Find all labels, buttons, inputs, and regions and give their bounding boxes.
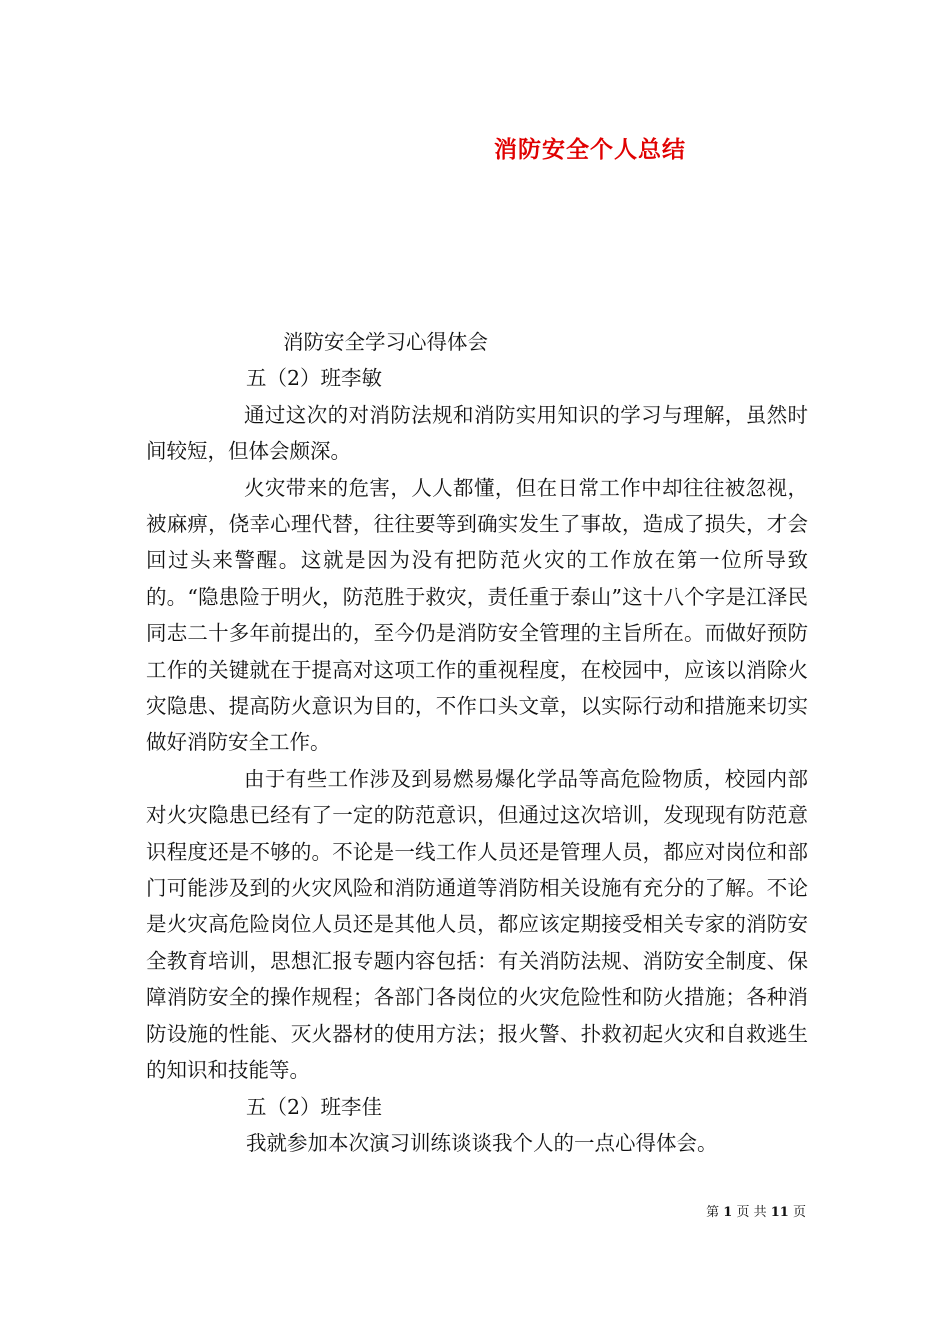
footer-total-pages: 11 (770, 1205, 789, 1220)
page-footer (0, 1204, 806, 1222)
footer-page-number: 1 (723, 1205, 733, 1220)
footer-prefix: 第 (706, 1205, 720, 1220)
document-body (146, 324, 808, 1161)
subtitle: 消防安全学习心得体会 (283, 330, 488, 354)
footer-suffix: 页 (792, 1205, 806, 1220)
document-title: 消防安全个人总结 (494, 136, 686, 163)
closing-line: 我就参加本次演习训练谈谈我个人的一点心得体会。 (246, 1130, 718, 1155)
paragraph-2: 火灾带来的危害，人人都懂，但在日常工作中却往往被忽视，被麻痹，侥幸心理代替，往往要等到确实发生了事故，造成了损失，才会回过头来警醒。这就是因为没有把防范火灾的工作放在第一位所导致的。“隐患险于明火，防范胜于救灾，责任重于泰山”这十八个字是江泽民同志二十多年前提出的，至今仍是消防安全管理的主旨所在。而做好预防工作的关键就在于提高对这项工作的重视程度，在校园中，应该以消除火灾隐患、提高防火意识为目的，不作口头文章，以实际行动和措施来切实做好消防安全工作。 (146, 475, 808, 755)
author-line-1: 五（2）班李敏 (246, 366, 383, 391)
paragraph-1: 通过这次的对消防法规和消防实用知识的学习与理解，虽然时间较短，但体会颇深。 (146, 402, 808, 464)
paragraph-3: 由于有些工作涉及到易燃易爆化学品等高危险物质，校园内部对火灾隐患已经有了一定的防范意识，但通过这次培训，发现现有防范意识程度还是不够的。不论是一线工作人员还是管理人员，都应对岗位和部门可能涉及到的火灾风险和消防通道等消防相关设施有充分的了解。不论是火灾高危险岗位人员还是其他人员，都应该定期接受相关专家的消防安全教育培训，思想汇报专题内容包括：有关消防法规、消防安全制度、保障消防安全的操作规程；各部门各岗位的火灾危险性和防火措施；各种消防设施的性能、灭火器材的使用方法；报火警、扑救初起火灾和自救逃生的知识和技能等。 (146, 766, 808, 1083)
author-line-2: 五（2）班李佳 (246, 1094, 383, 1119)
footer-middle: 页 共 (736, 1205, 767, 1220)
